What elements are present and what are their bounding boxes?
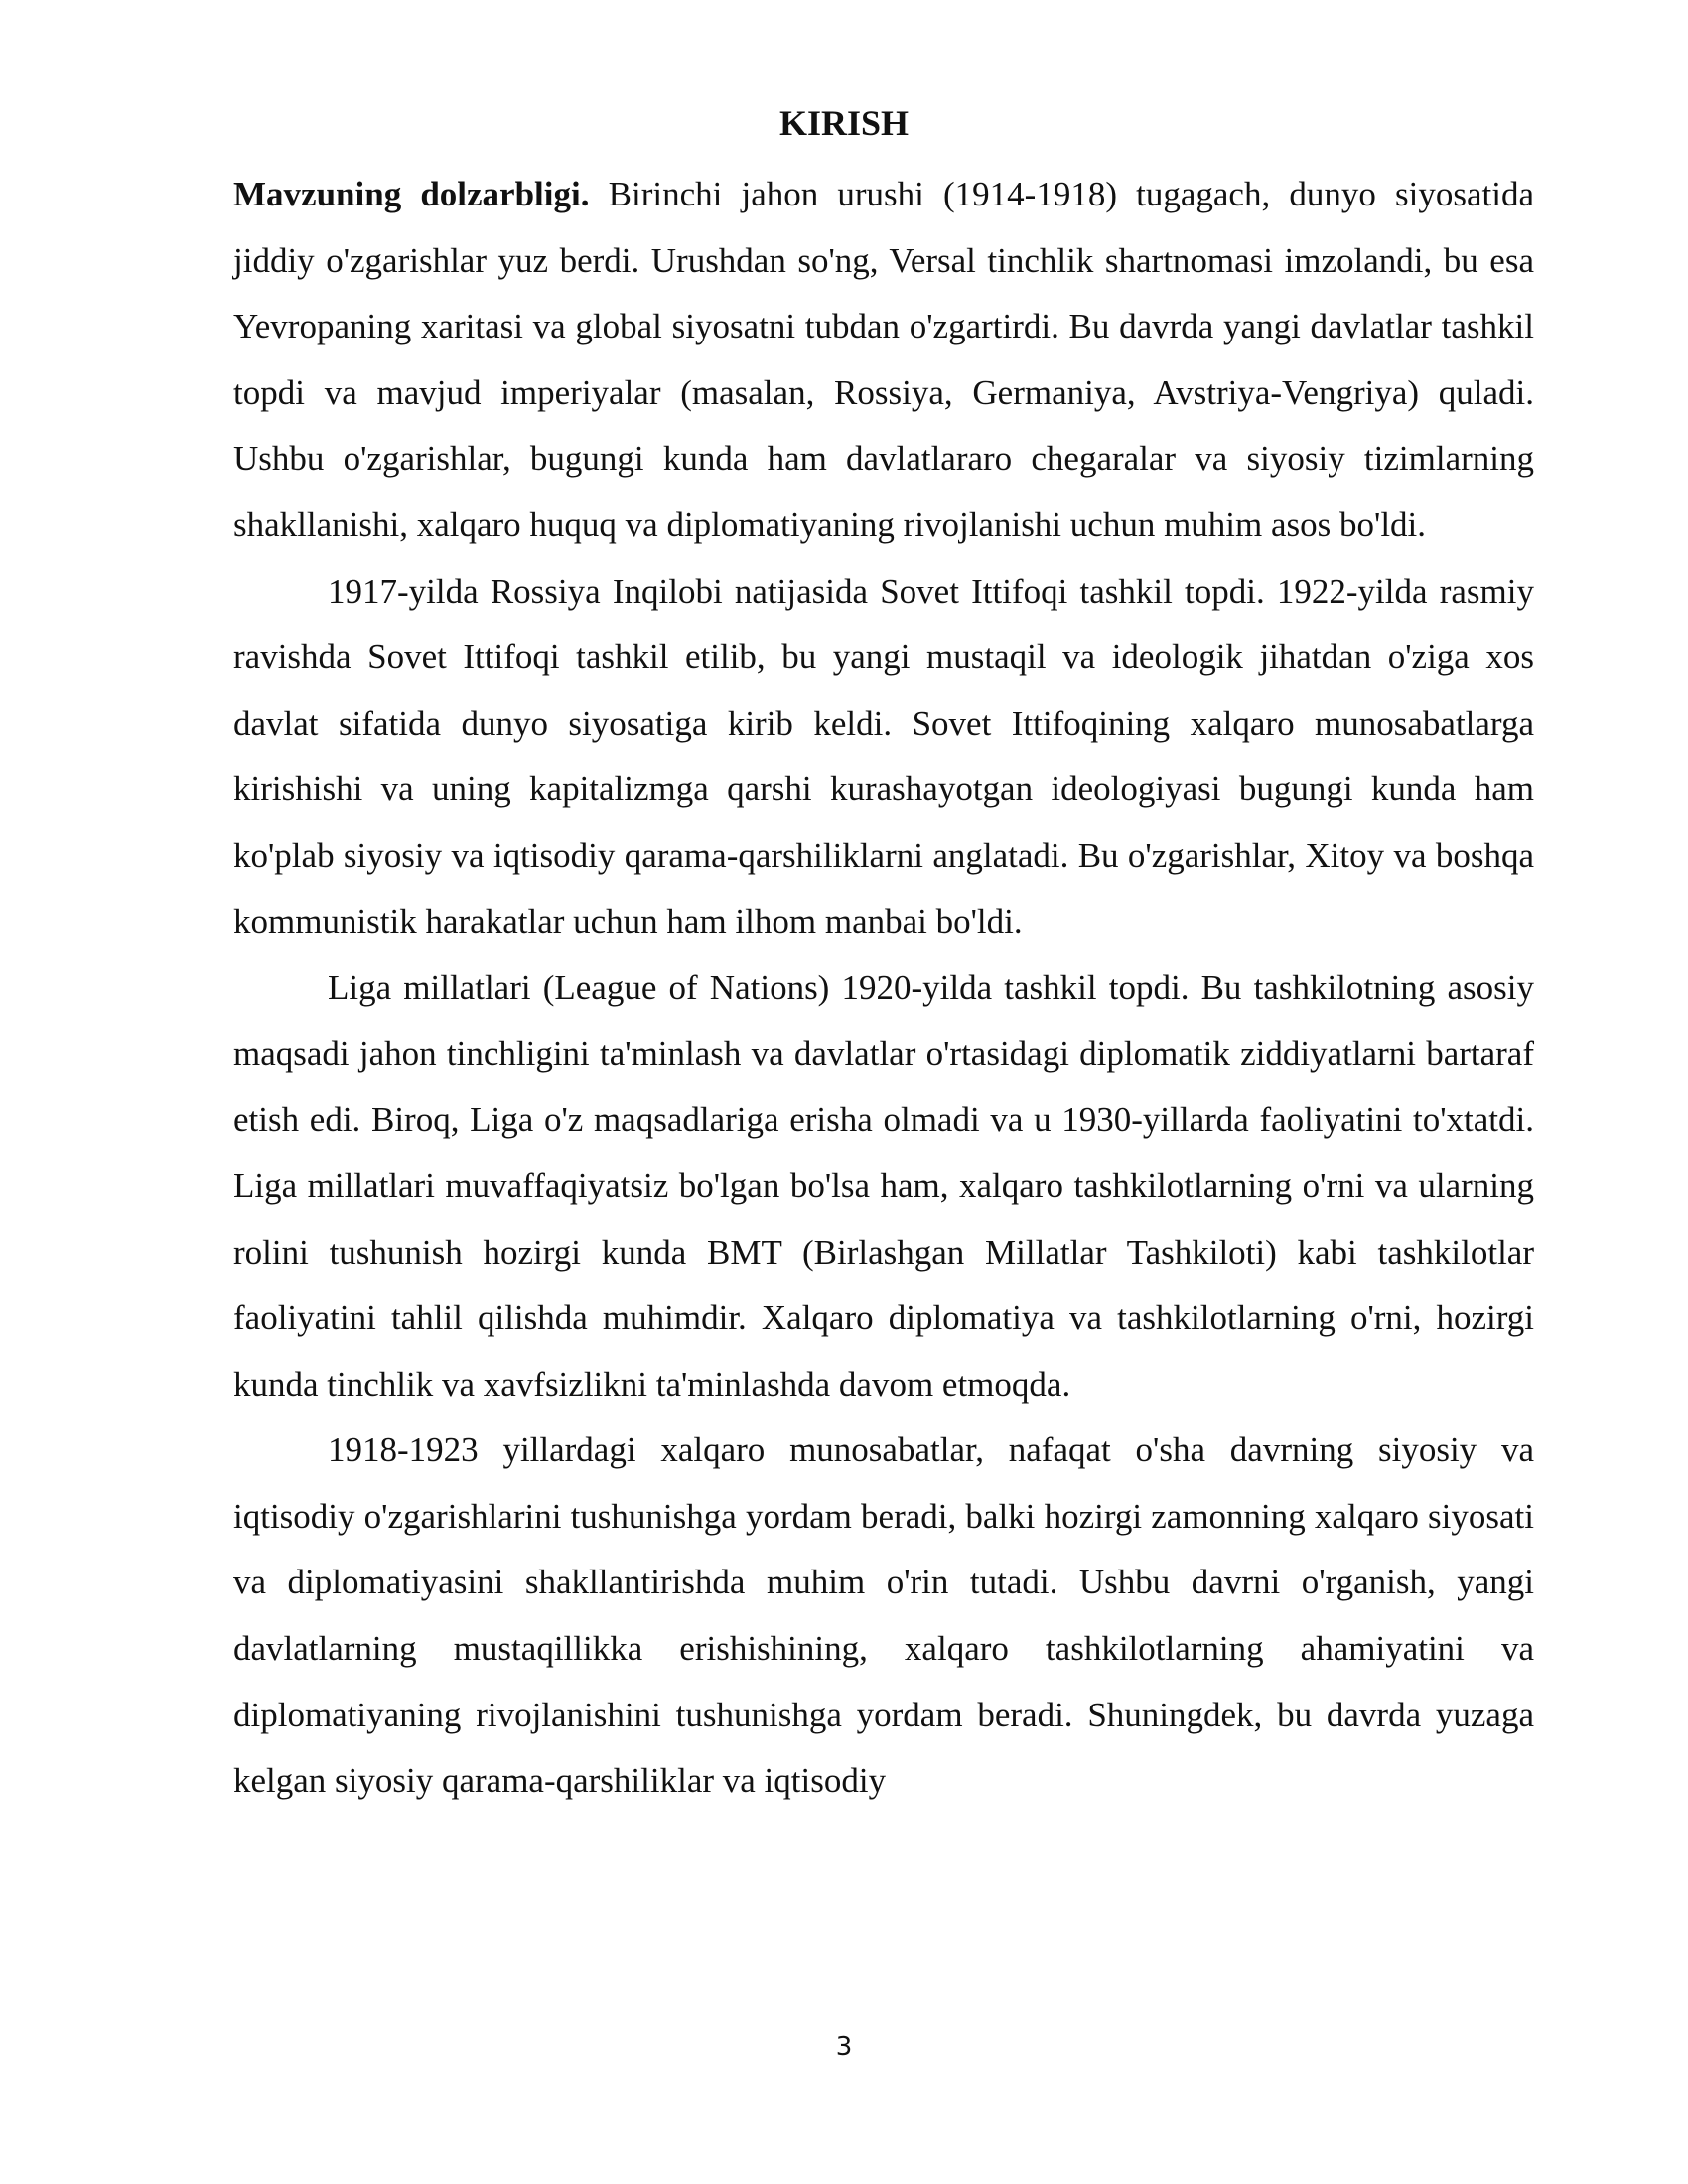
paragraph-league-of-nations: Liga millatlari (League of Nations) 1920-yilda tashkil topdi. Bu tashkilotning asosiy maqsadi jahon tinchligini ta'minlash va davlatlar o'rtasidagi diplomatik ziddiyatlarni bartaraf etish edi. Biroq, Liga o'z maqsadlariga erisha olmadi va u 1930-yillarda faoliyatini to'xtatdi. Liga millatlari muvaffaqiyatsiz bo'lgan bo'lsa ham, xalqaro tashkilotlarning o'rni va ularning rolini tushunish hozirgi kunda BMT (Birlashgan Millatlar Tashkiloti) kabi tashkilotlar faoliyatini tahlil qilishda muhimdir. Xalqaro diplomatiya va tashkilotlarning o'rni, hozirgi kunda tinchlik va xavfsizlikni ta'minlashda davom etmoqda. [233, 968, 1534, 1404]
paragraph-relevance [233, 162, 1534, 559]
body-text [233, 162, 1534, 1815]
paragraph-soviet-union: 1917-yilda Rossiya Inqilobi natijasida Sovet Ittifoqi tashkil topdi. 1922-yilda rasmiy ravishda Sovet Ittifoqi tashkil etilib, bu yangi mustaqil va ideologik jihatdan o'ziga xos davlat sifatida dunyo siyosatiga kirib keldi. Sovet Ittifoqining xalqaro munosabatlarga kirishishi va uning kapitalizmga qarshi kurashayotgan ideologiyasi bugungi kunda ham ko'plab siyosiy va iqtisodiy qarama-qarshiliklarni anglatadi. Bu o'zgarishlar, Xitoy va boshqa kommunistik harakatlar uchun ham ilhom manbai bo'ldi. [233, 571, 1534, 941]
paragraph-international-relations: 1918-1923 yillardagi xalqaro munosabatlar, nafaqat o'sha davrning siyosiy va iqtisodiy o'zgarishlarini tushunishga yordam beradi, balki hozirgi zamonning xalqaro siyosati va diplomatiyasini shakllantirishda muhim o'rin tutadi. Ushbu davrni o'rganish, yangi davlatlarning mustaqillikka erishishining, xalqaro tashkilotlarning ahamiyatini va diplomatiyaning rivojlanishini tushunishga yordam beradi. Shuningdek, bu davrda yuzaga kelgan siyosiy qarama-qarshiliklar va iqtisodiy [233, 1431, 1534, 1801]
page-number: 3 [835, 2032, 853, 2062]
paragraph-lead: Mavzuning dolzarbligi. [233, 175, 590, 213]
section-title: KIRISH [778, 103, 910, 143]
paragraph-text: Birinchi jahon urushi (1914-1918) tugagach, dunyo siyosatida jiddiy o'zgarishlar yuz berdi. Urushdan so'ng, Versal tinchlik shartnomasi imzolandi, bu esa Yevropaning xaritasi va global siyosatni tubdan o'zgartirdi. Bu davrda yangi davlatlar tashkil topdi va mavjud imperiyalar (masalan, Rossiya, Germaniya, Avstriya-Vengriya) quladi. Ushbu o'zgarishlar, bugungi kunda ham davlatlararo chegaralar va siyosiy tizimlarning shakllanishi, xalqaro huquq va diplomatiyaning rivojlanishi uchun muhim asos bo'ldi. [233, 175, 1534, 544]
